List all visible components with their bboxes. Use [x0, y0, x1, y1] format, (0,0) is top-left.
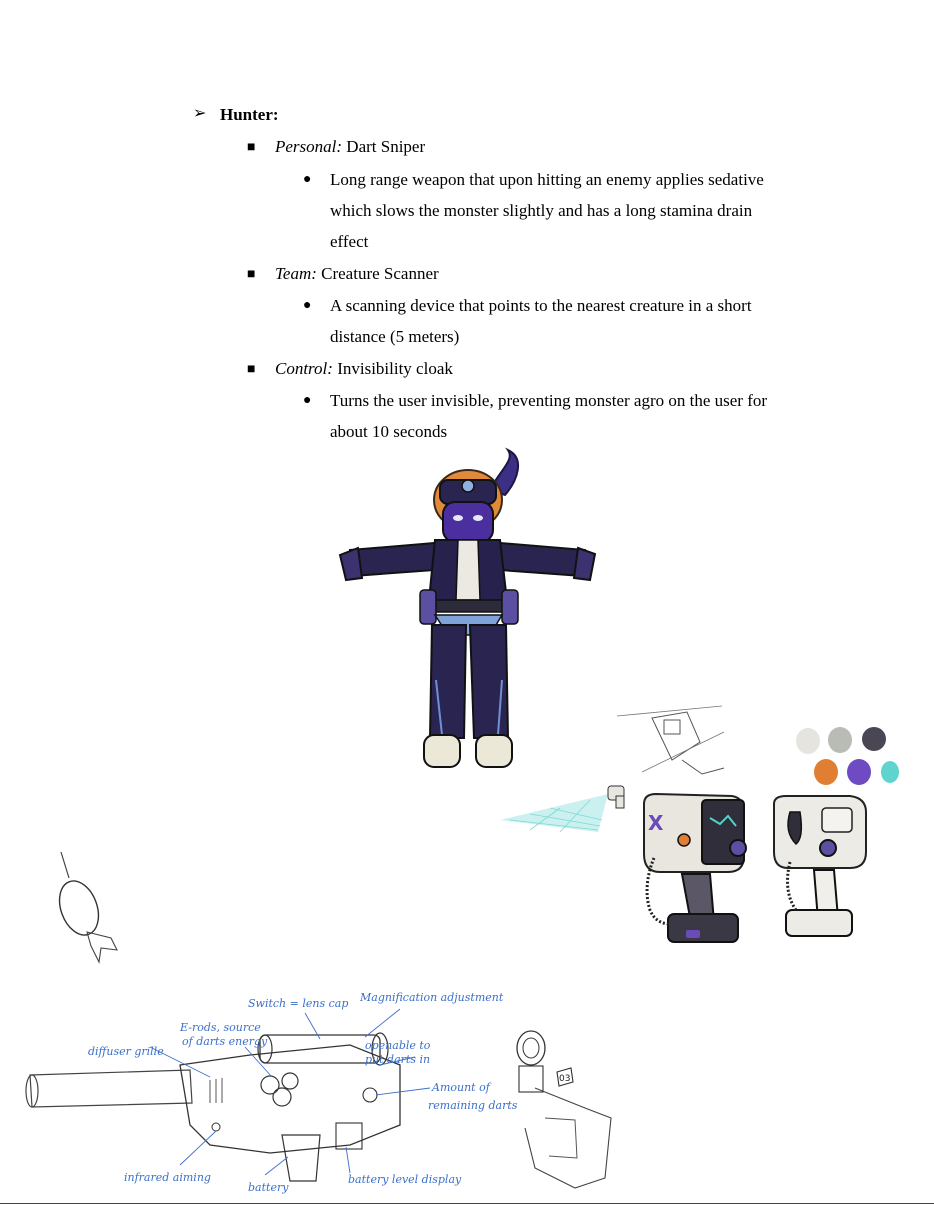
detail-line: distance (5 meters) [330, 327, 460, 346]
heading-bullet-icon: ➢ [193, 105, 207, 122]
detail-line: Long range weapon that upon hitting an enemy applies sedative [330, 170, 764, 189]
item-label: Team: [275, 264, 317, 283]
detail-line: effect [330, 232, 369, 251]
svg-text:X: X [648, 811, 664, 835]
square-bullet-icon: ■ [247, 267, 256, 282]
detail-line: which slows the monster slightly and has a long stamina drain [330, 201, 753, 220]
annotation-amount-2: remaining darts [428, 1099, 518, 1112]
palette-swatch [814, 759, 838, 785]
annotation-switch: Switch = lens cap [248, 997, 349, 1010]
dart-counter-sketch [505, 1028, 617, 1193]
dart-sniper-sketch [20, 985, 540, 1200]
square-bullet-icon: ■ [247, 362, 256, 377]
palette-swatch [796, 728, 820, 754]
scanner-line-sketch [612, 702, 732, 782]
item-personal [275, 137, 425, 157]
page-bottom-rule [0, 1203, 934, 1204]
detail-line: A scanning device that points to the nearest creature in a short [330, 296, 752, 315]
item-label: Personal: [275, 137, 343, 156]
item-label: Control: [275, 359, 333, 378]
annotation-amount: Amount of [432, 1081, 490, 1094]
annotation-openable: openable to [365, 1039, 431, 1052]
annotation-openable-2: put darts in [365, 1053, 431, 1066]
annotation-diffuser: diffuser grille [88, 1045, 164, 1058]
square-bullet-icon: ■ [247, 140, 256, 155]
item-name: Invisibility cloak [337, 359, 453, 378]
scan-beam-illustration [490, 780, 640, 840]
annotation-magnification: Magnification adjustment [360, 991, 504, 1004]
item-control [275, 359, 453, 379]
item-team [275, 264, 439, 284]
item-name: Dart Sniper [346, 137, 426, 156]
annotation-erods: E-rods, source [180, 1021, 261, 1034]
section-heading: Hunter: [220, 105, 279, 124]
palette-swatch [847, 759, 871, 785]
annotation-infrared: infrared aiming [124, 1171, 211, 1184]
annotation-erods-2: of darts energy [182, 1035, 268, 1048]
creature-scanner-back-illustration [768, 792, 874, 942]
dot-bullet-icon: ● [303, 393, 312, 408]
detail-line: about 10 seconds [330, 422, 448, 441]
annotation-battery-display: battery level display [348, 1173, 462, 1186]
counter-readout: 03 [559, 1074, 571, 1084]
palette-swatch [828, 727, 852, 753]
creature-scanner-front-illustration [640, 792, 765, 950]
dot-bullet-icon: ● [303, 172, 312, 187]
dart-sketch [55, 850, 125, 968]
color-palette-swatches [790, 725, 900, 789]
item-name: Creature Scanner [321, 264, 439, 283]
annotation-battery: battery [248, 1181, 289, 1194]
palette-swatch [862, 727, 886, 751]
detail-line: Turns the user invisible, preventing monster agro on the user for [330, 391, 768, 410]
hunter-character-illustration [340, 450, 600, 775]
dot-bullet-icon: ● [303, 298, 312, 313]
